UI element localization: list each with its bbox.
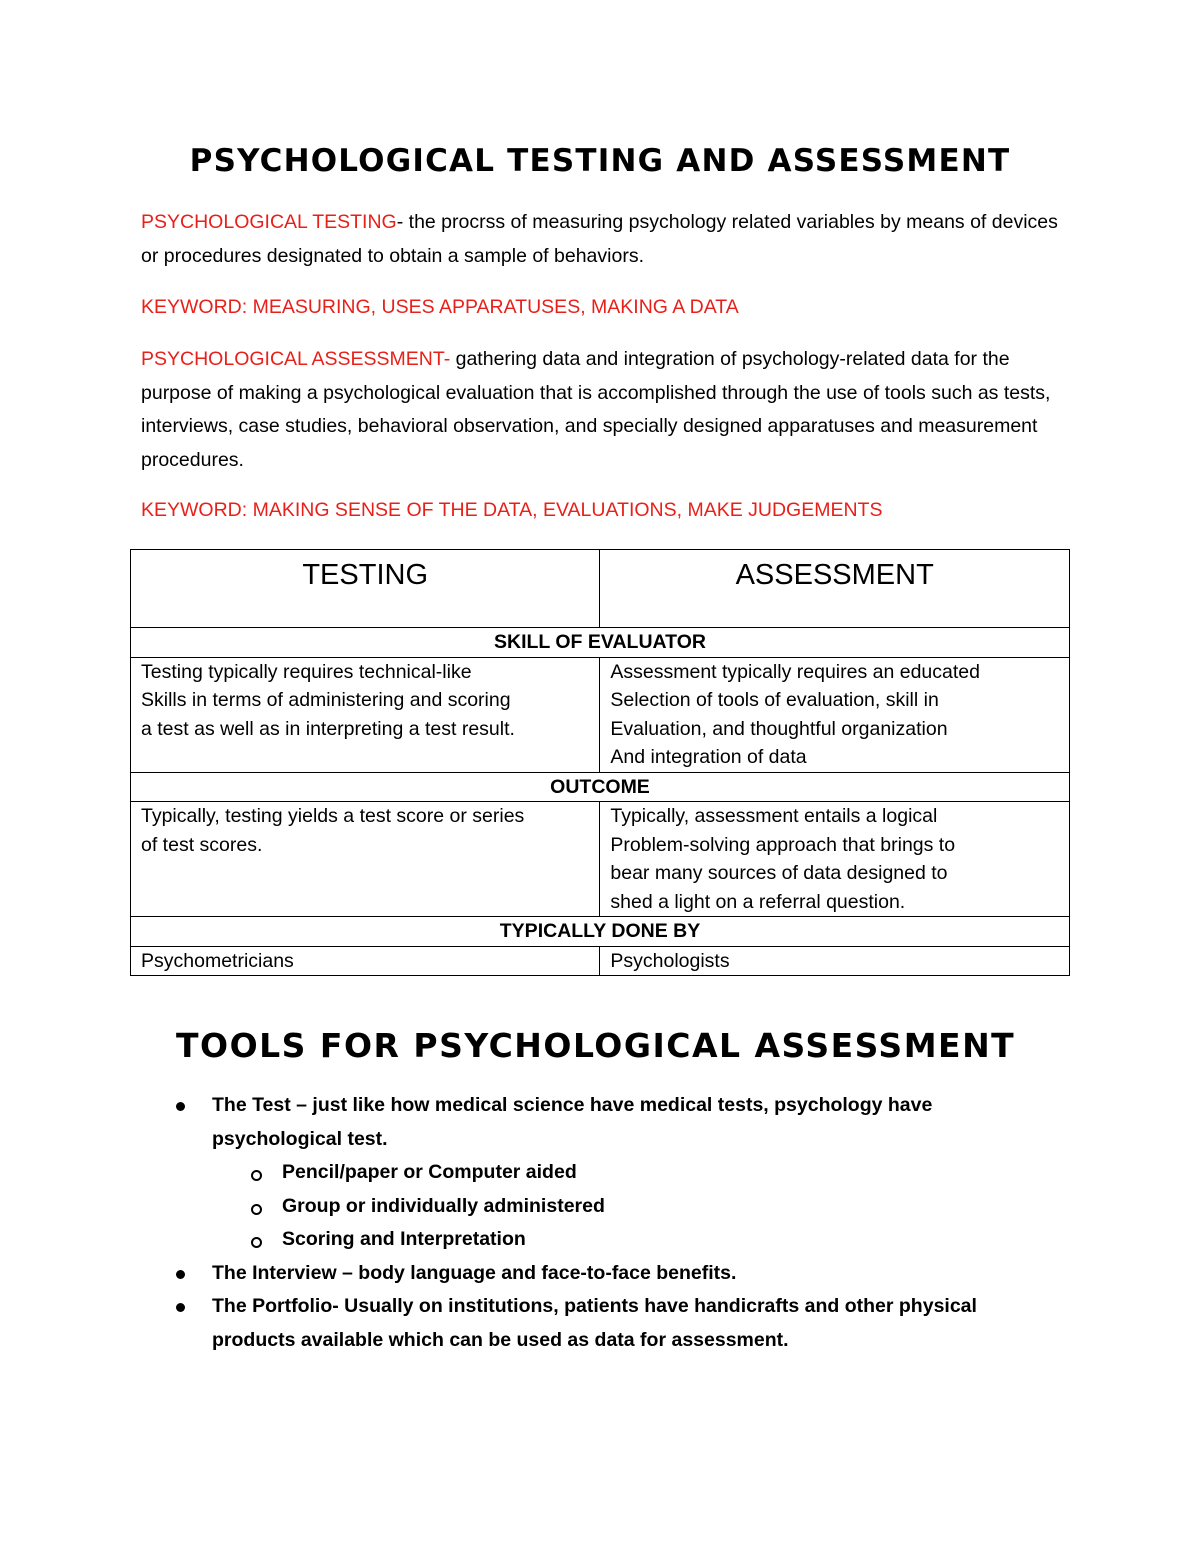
sub-item-text: Scoring and Interpretation xyxy=(282,1228,526,1250)
header-assessment: ASSESSMENT xyxy=(600,550,1070,628)
table-header-row xyxy=(131,550,1070,628)
sub-list-item xyxy=(176,1190,1056,1224)
section-label: OUTCOME xyxy=(131,772,1070,802)
circle-bullet-icon xyxy=(251,1237,262,1248)
bullet-icon xyxy=(176,1270,185,1279)
table-row xyxy=(131,802,1070,917)
cell-line: a test as well as in interpreting a test result. xyxy=(141,717,515,740)
testing-term: PSYCHOLOGICAL TESTING xyxy=(141,211,397,233)
cell-line: Selection of tools of evaluation, skill in xyxy=(610,689,939,711)
list-item xyxy=(176,1290,1056,1357)
tools-heading: TOOLS FOR PSYCHOLOGICAL ASSESSMENT xyxy=(176,1026,1016,1065)
keyword-assessment: KEYWORD: MAKING SENSE OF THE DATA, EVALUATIONS, MAKE JUDGEMENTS xyxy=(141,499,883,521)
list-item xyxy=(176,1089,1056,1156)
page-title: PSYCHOLOGICAL TESTING AND ASSESSMENT xyxy=(189,143,1011,179)
cell-line: bear many sources of data designed to xyxy=(610,862,948,884)
testing-definition-text: - the procrss of measuring psychology related variables by means of devices or procedures designated to obtain a sample of behaviors. xyxy=(141,211,1058,267)
header-testing: TESTING xyxy=(131,550,600,628)
table-row xyxy=(131,946,1070,976)
cell-line: Testing typically requires technical-like xyxy=(141,660,472,683)
assessment-cell xyxy=(600,946,1070,976)
list-item xyxy=(176,1257,1056,1291)
testing-cell xyxy=(131,946,600,976)
cell-line: Skills in terms of administering and scoring xyxy=(141,689,511,711)
section-row-skill xyxy=(131,628,1070,658)
tool-test-text: The Test – just like how medical science have medical tests, psychology have psychological test. xyxy=(212,1094,933,1150)
cell-line: Psychologists xyxy=(610,949,730,972)
cell-line: And integration of data xyxy=(610,746,807,768)
cell-line: of test scores. xyxy=(141,833,263,856)
sub-item-text: Pencil/paper or Computer aided xyxy=(282,1161,577,1183)
section-row-done-by xyxy=(131,917,1070,947)
comparison-table xyxy=(130,549,1070,976)
assessment-cell xyxy=(600,802,1070,917)
cell-line: Typically, testing yields a test score or series xyxy=(141,805,525,827)
sub-list-item xyxy=(176,1223,1056,1257)
cell-line: Evaluation, and thoughtful organization xyxy=(610,717,948,740)
keyword-testing: KEYWORD: MEASURING, USES APPARATUSES, MAKING A DATA xyxy=(141,296,739,318)
circle-bullet-icon xyxy=(251,1170,262,1181)
sub-list-item xyxy=(176,1156,1056,1190)
tool-portfolio-text: The Portfolio- Usually on institutions, patients have handicrafts and other physical products available which can be used as data for assessment. xyxy=(212,1295,977,1351)
assessment-definition-text: gathering data and integration of psychology-related data for the purpose of making a psychological evaluation that is accomplished through the use of tools such as tests, interviews, case studies, behavioral observation, and specially designed apparatuses and measurement procedures. xyxy=(141,348,1051,471)
sub-item-text: Group or individually administered xyxy=(282,1194,605,1217)
testing-cell xyxy=(131,657,600,772)
section-label: TYPICALLY DONE BY xyxy=(131,917,1070,947)
assessment-term: PSYCHOLOGICAL ASSESSMENT- xyxy=(141,348,451,370)
assessment-cell xyxy=(600,657,1070,772)
cell-line: Problem-solving approach that brings to xyxy=(610,833,956,856)
section-row-outcome xyxy=(131,772,1070,802)
section-label: SKILL OF EVALUATOR xyxy=(131,628,1070,658)
tool-interview-text: The Interview – body language and face-to-face benefits. xyxy=(212,1261,737,1284)
cell-line: shed a light on a referral question. xyxy=(610,890,906,913)
table-row xyxy=(131,657,1070,772)
testing-definition xyxy=(141,206,1071,273)
bullet-icon xyxy=(176,1102,185,1111)
tools-list xyxy=(176,1089,1056,1357)
cell-line: Psychometricians xyxy=(141,949,294,972)
assessment-definition xyxy=(141,343,1071,477)
bullet-icon xyxy=(176,1303,185,1312)
cell-line: Typically, assessment entails a logical xyxy=(610,805,938,827)
circle-bullet-icon xyxy=(251,1204,262,1215)
testing-cell xyxy=(131,802,600,917)
cell-line: Assessment typically requires an educated xyxy=(610,660,980,683)
